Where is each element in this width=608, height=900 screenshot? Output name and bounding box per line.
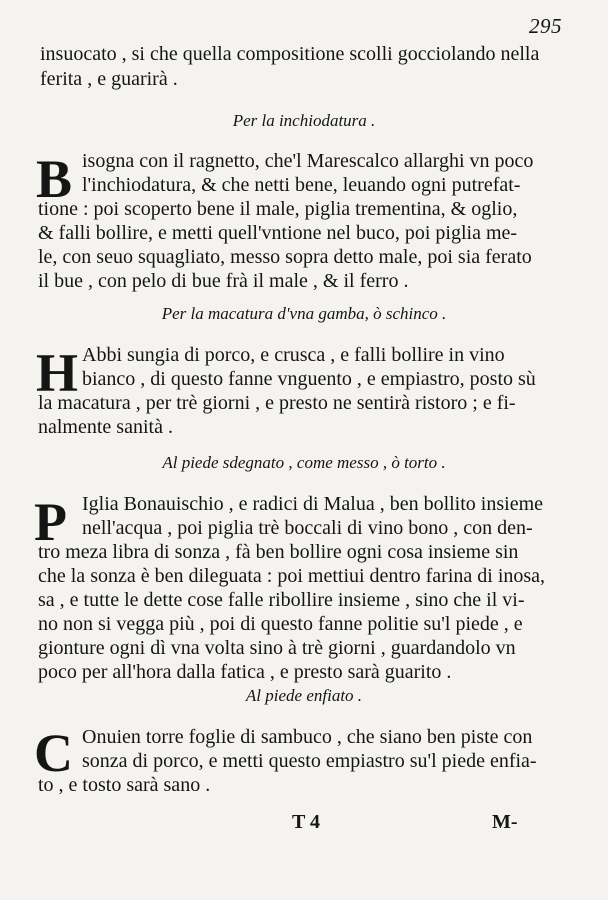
section-heading: Al piede enfiato . [245,686,363,705]
body-line: Iglia Bonauischio , e radici di Malua , ben bollito insieme [82,493,544,515]
body-line: tione : poi scoperto bene il male, piglia trementina, & oglio, [38,198,518,220]
body-line: poco per all'hora dalla fatica , e presto sarà guarito . [38,661,452,683]
body-line: bianco , di questo fanne vnguento , e empiastro, posto sù [82,368,536,390]
body-line: la macatura , per trè giorni , e presto ne sentirà ristoro ; e fi- [38,392,516,414]
body-line: to , e tosto sarà sano . [38,774,211,796]
body-line: l'inchiodatura, & che netti bene, leuando ogni putrefat- [82,174,521,196]
body-line: isogna con il ragnetto, che'l Marescalco allarghi vn poco [82,150,534,172]
catchword: M- [492,811,518,833]
body-line: Onuien torre foglie di sambuco , che siano ben piste con [82,726,533,748]
page-number: 295 [529,14,562,38]
body-line: & falli bollire, e metti quell'vntione nel buco, poi piglia me- [38,222,518,244]
drop-cap: C [34,723,73,783]
body-line: sa , e tutte le dette cose falle ribollire insieme , sino che il vi- [38,589,525,611]
drop-cap: H [36,343,79,403]
body-line: no non si vegga più , poi di questo fanne politie su'l piede , e [38,613,523,635]
section-heading: Per la macatura d'vna gamba, ò schinco . [161,304,447,323]
body-line: nell'acqua , poi piglia trè boccali di vino bono , con den- [82,517,533,539]
drop-cap: P [34,492,67,552]
body-line: le, con seuo squagliato, messo sopra detto male, poi sia ferato [38,246,532,268]
body-line: nalmente sanità . [38,416,173,438]
section-heading: Per la inchiodatura . [232,111,376,130]
signature-mark: T 4 [292,811,320,833]
section-heading: Al piede sdegnato , come messo , ò torto . [162,453,446,472]
body-line: sonza di porco, e metti questo empiastro su'l piede enfia- [82,750,537,772]
body-line: tro meza libra di sonza , fà ben bollire ogni cosa insieme sin [38,541,519,563]
body-line: gionture ogni dì vna volta sino à trè giorni , guardandolo vn [38,637,516,659]
body-line: il bue , con pelo di bue frà il male , & il ferro . [38,270,409,292]
intro-line: insuocato , si che quella compositione scolli gocciolando nella [40,43,540,65]
body-line: Abbi sungia di porco, e crusca , e falli bollire in vino [82,344,505,366]
drop-cap: B [36,149,73,209]
body-line: che la sonza è ben dileguata : poi mettiui dentro farina di inosa, [38,565,546,587]
intro-line: ferita , e guarirà . [40,68,178,90]
